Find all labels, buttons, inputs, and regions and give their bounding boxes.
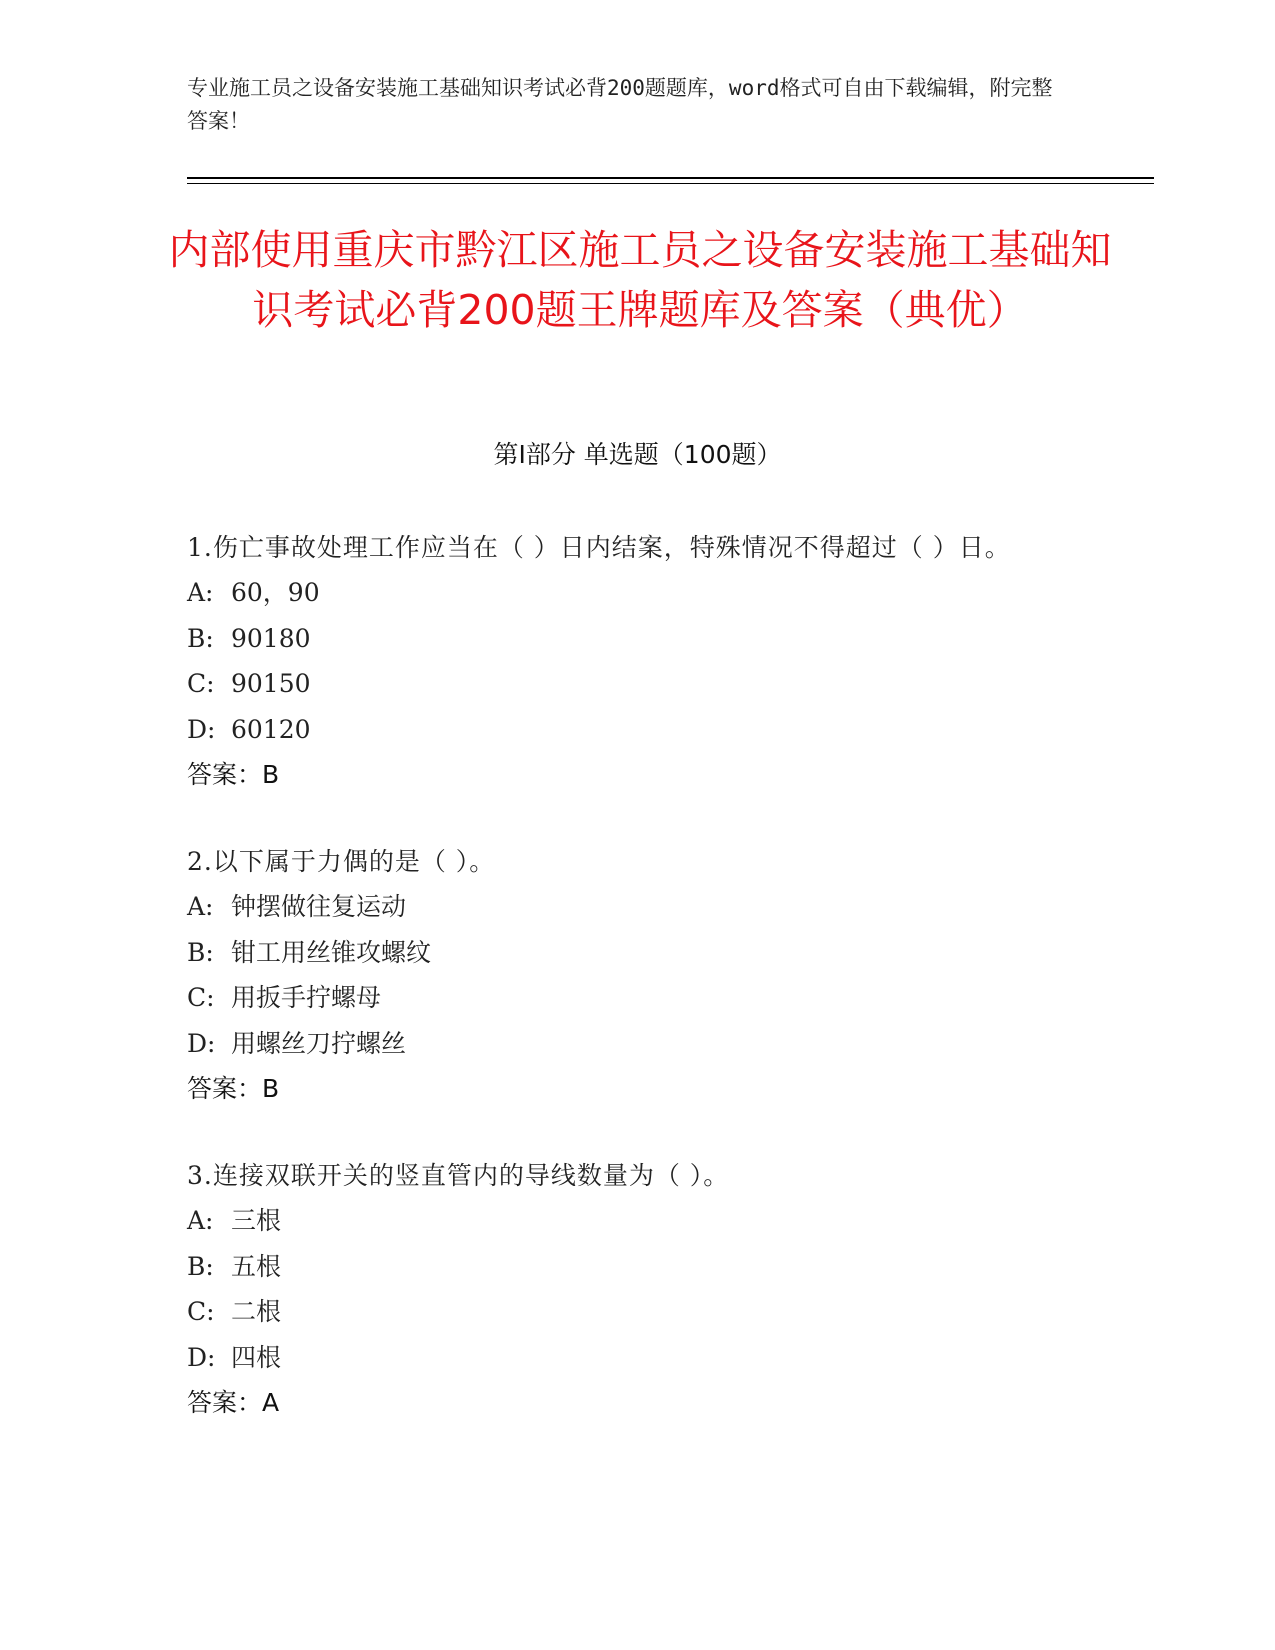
option-text: 60，90	[231, 578, 320, 607]
section-heading: 第Ⅰ部分 单选题（100题）	[493, 440, 782, 469]
question-stem: 2.以下属于力偶的是（ ）。	[187, 847, 496, 876]
option-c	[187, 1289, 1067, 1335]
option-key: B:	[187, 623, 214, 653]
option-key: C:	[187, 983, 215, 1012]
option-text: 四根	[231, 1342, 282, 1372]
option-text: 用扳手拧螺母	[231, 983, 382, 1012]
option-key: A:	[187, 1206, 214, 1235]
option-key: D:	[187, 714, 216, 744]
option-text: 用螺丝刀拧螺丝	[231, 1028, 407, 1058]
option-text: 二根	[231, 1297, 282, 1326]
option-b	[187, 1244, 1067, 1290]
option-d	[187, 1335, 1067, 1381]
option-key: B:	[187, 937, 214, 967]
option-a	[187, 570, 1067, 616]
question-item	[187, 839, 1067, 1111]
option-text: 钳工用丝锥攻螺纹	[231, 937, 432, 967]
header-note: 专业施工员之设备安装施工基础知识考试必背200题题库，word格式可自由下载编辑，附完整答案！	[187, 76, 1053, 133]
option-text: 90150	[231, 669, 311, 698]
option-text: 90180	[231, 623, 311, 653]
answer-line: 答案：A	[187, 1388, 280, 1417]
option-key: B:	[187, 1251, 214, 1281]
option-a	[187, 884, 1067, 930]
header-divider-thin	[187, 183, 1154, 184]
option-c	[187, 661, 1067, 707]
option-text: 三根	[231, 1206, 282, 1235]
option-b	[187, 930, 1067, 976]
option-key: A:	[187, 578, 214, 607]
document-title: 内部使用重庆市黔江区施工员之设备安装施工基础知识考试必背200题王牌题库及答案（典优）	[168, 226, 1112, 334]
option-key: D:	[187, 1342, 216, 1372]
option-key: A:	[187, 892, 214, 921]
question-list	[187, 525, 1067, 1467]
question-item	[187, 1153, 1067, 1425]
question-item	[187, 525, 1067, 797]
option-key: C:	[187, 1297, 215, 1326]
option-text: 钟摆做往复运动	[231, 892, 407, 921]
option-c	[187, 975, 1067, 1021]
option-key: C:	[187, 669, 215, 698]
option-d	[187, 707, 1067, 753]
question-stem: 1.伤亡事故处理工作应当在（ ）日内结案，特殊情况不得超过（ ）日。	[187, 533, 1011, 562]
option-text: 60120	[231, 714, 311, 744]
option-text: 五根	[231, 1251, 282, 1281]
answer-line: 答案：B	[187, 760, 280, 789]
question-stem: 3.连接双联开关的竖直管内的导线数量为（ ）。	[187, 1161, 730, 1190]
option-b	[187, 616, 1067, 662]
option-d	[187, 1021, 1067, 1067]
answer-line: 答案：B	[187, 1074, 280, 1103]
header-divider-thick	[187, 177, 1154, 179]
option-key: D:	[187, 1028, 216, 1058]
option-a	[187, 1198, 1067, 1244]
